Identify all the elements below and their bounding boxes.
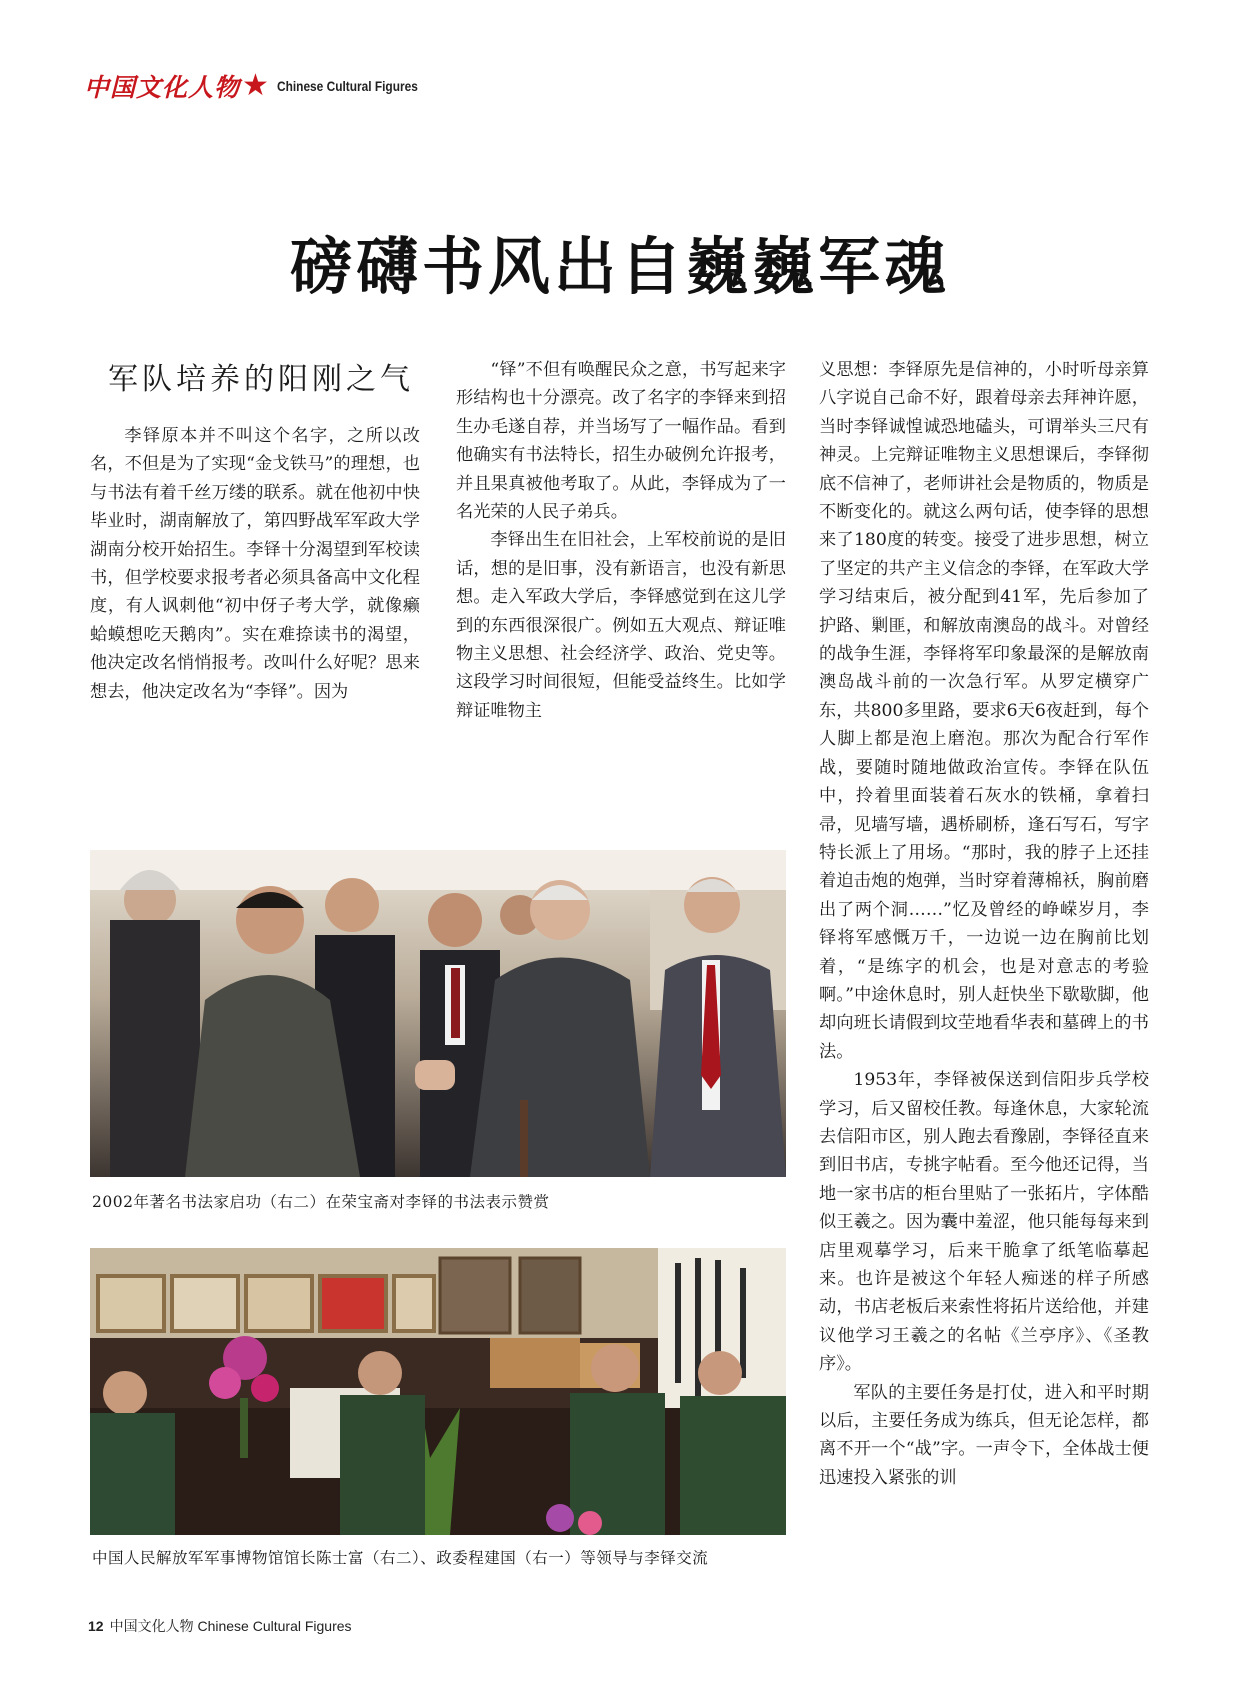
- paragraph: 义思想：李铎原先是信神的，小时听母亲算八字说自己命不好，跟着母亲去拜神许愿，当时李铎诚惶诚恐地磕头，可谓举头三尺有神灵。上完辩证唯物主义思想课后，李铎彻底不信神了，老师讲社会是物质的，物质是不断变化的。就这么两句话，使李铎的思想来了180度的转变。接受了进步思想，树立了坚定的共产主义信念的李铎，在军政大学学习结束后，被分配到41军，先后参加了护路、剿匪，和解放南澳岛的战斗。对曾经的战争生涯，李铎将军印象最深的是解放南澳岛战斗前的一次急行军。从罗定横穿广东，共800多里路，要求6天6夜赶到，每个人脚上都是泡上磨泡。那次为配合行军作战，要随时随地做政治宣传。李铎在队伍中，拎着里面装着石灰水的铁桶，拿着扫帚，见墙写墙，遇桥刷桥，逢石写石，写字特长派上了用场。“那时，我的脖子上还挂着迫击炮的炮弹，当时穿着薄棉袄，胸前磨出了两个洞……”忆及曾经的峥嵘岁月，李铎将军感慨万千，一边说一边在胸前比划着，“是练字的机会，也是对意志的考验啊。”中途休息时，别人赶快坐下歇歇脚，他却向班长请假到坟茔地看华表和墓碑上的书法。: [819, 360, 1149, 1062]
- column-3: [819, 356, 1149, 1492]
- paragraph: 1953年，李铎被保送到信阳步兵学校学习，后又留校任教。每逢休息，大家轮流去信阳市区，别人跑去看豫剧，李铎径直来到旧书店，专挑字帖看。至今他还记得，当地一家书店的柜台里贴了一张拓片，字体酷似王羲之。因为囊中羞涩，他只能每每来到店里观摹学习，后来干脆拿了纸笔临摹起来。也许是被这个年轻人痴迷的样子所感动，书店老板后来索性将拓片送给他，并建议他学习王羲之的名帖《兰亭序》、《圣教序》。: [819, 1070, 1149, 1375]
- article-title: 磅礴书风出自巍巍军魂: [289, 229, 950, 303]
- photo-office-discussion: [90, 1248, 786, 1535]
- photo-caption: 中国人民解放军军事博物馆馆长陈士富（右二）、政委程建国（右一）等领导与李铎交流: [92, 1549, 709, 1567]
- paragraph: 军队的主要任务是打仗，进入和平时期以后，主要任务成为练兵，但无论怎样，都离不开一个“战”字。一声令下，全体战士便迅速投入紧张的训: [819, 1382, 1149, 1488]
- magazine-logo-en: Chinese Cultural Figures: [276, 78, 418, 94]
- footer-text: 中国文化人物 Chinese Cultural Figures: [109, 1618, 352, 1634]
- paragraph: 李铎原本并不叫这个名字，之所以改名，不但是为了实现“金戈铁马”的理想，也与书法有着千丝万缕的联系。就在他初中快毕业时，湖南解放了，第四野战军军政大学湖南分校开始招生。李铎十分渴望到军校读书，但学校要求报考者必须具备高中文化程度，有人讽刺他“初中伢子考大学，就像癞蛤蟆想吃天鹅肉”。实在难捺读书的渴望，他决定改名悄悄报考。改叫什么好呢？思来想去，他决定改名为“李铎”。因为: [90, 426, 420, 702]
- column-1: [90, 360, 420, 706]
- photo-exhibition-meeting: [90, 850, 786, 1177]
- paragraph: 李铎出生在旧社会，上军校前说的是旧话，想的是旧事，没有新语言，也没有新思想。走入军政大学后，李铎感觉到在这儿学到的东西很深很广。例如五大观点、辩证唯物主义思想、社会经济学、政治、党史等。这段学习时间很短，但能受益终生。比如学辩证唯物主: [456, 530, 786, 721]
- page-footer: [88, 1616, 352, 1636]
- red-star-icon: ★: [242, 68, 269, 103]
- magazine-header: [84, 66, 443, 106]
- section-heading: 军队培养的阳刚之气: [108, 362, 414, 397]
- page-number: 12: [88, 1618, 104, 1634]
- paragraph: “铎”不但有唤醒民众之意，书写起来字形结构也十分漂亮。改了名字的李铎来到招生办毛遂自荐，并当场写了一幅作品。看到他确实有书法特长，招生办破例允许报考，并且果真被他考取了。从此，李铎成为了一名光荣的人民子弟兵。: [456, 360, 786, 523]
- photo-caption: 2002年著名书法家启功（右二）在荣宝斋对李铎的书法表示赞赏: [92, 1193, 550, 1211]
- column-2: [456, 356, 786, 725]
- magazine-logo-cn: 中国文化人物: [84, 73, 241, 102]
